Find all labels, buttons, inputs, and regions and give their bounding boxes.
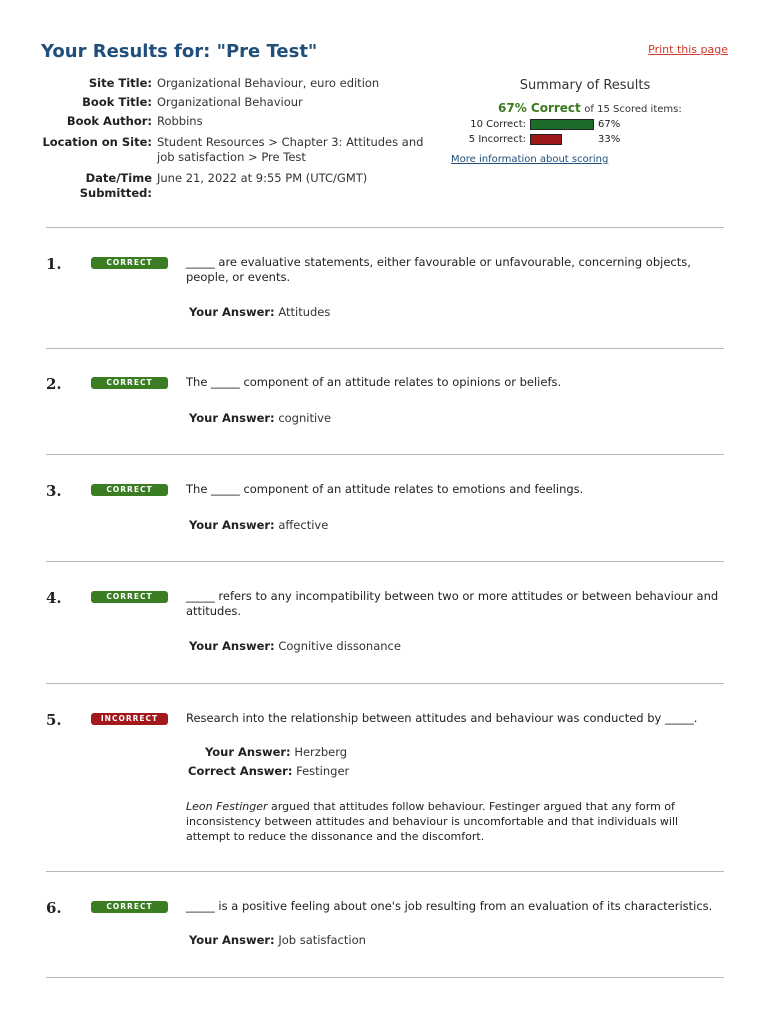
page-title: Your Results for: "Pre Test": [41, 41, 318, 62]
divider: [46, 227, 724, 228]
book-title-row: [40, 95, 427, 110]
question-number: 5.: [46, 711, 62, 729]
feedback-text: argued that attitudes follow behaviour. Festinger argued that any form of inconsistency between attitudes and behaviour is uncomfortable and that individuals will attempt to reduce the dissonance and the discomfort.: [186, 800, 679, 843]
site-title-value: Organizational Behaviour, euro edition: [157, 76, 380, 90]
question-text: _____ refers to any incompatibility between two or more attitudes or between behaviour and attitudes.: [186, 589, 719, 618]
your-answer: [189, 518, 328, 532]
your-answer-label: Your Answer:: [189, 305, 275, 319]
incorrect-badge: INCORRECT: [91, 713, 168, 725]
correct-bar: [530, 119, 594, 130]
scored-items: of 15 Scored items:: [584, 104, 682, 115]
your-answer-value: Job satisfaction: [278, 933, 366, 947]
correct-badge: CORRECT: [91, 901, 168, 913]
book-title-label: Book Title:: [82, 95, 152, 109]
your-answer-label: Your Answer:: [189, 933, 275, 947]
your-answer-label: Your Answer:: [189, 411, 275, 425]
summary-title: Summary of Results: [519, 78, 651, 93]
your-answer: [189, 411, 331, 425]
correct-bar-track: [530, 119, 596, 130]
incorrect-percent: 33%: [598, 134, 621, 145]
your-answer-label: Your Answer:: [189, 639, 275, 653]
your-answer: [189, 639, 401, 653]
your-answer-label: Your Answer:: [205, 745, 291, 759]
divider: [46, 683, 724, 684]
correct-answer: [188, 764, 349, 778]
book-author-value: Robbins: [157, 114, 203, 128]
correct-badge: CORRECT: [91, 377, 168, 389]
question-text: The _____ component of an attitude relates to emotions and feelings.: [186, 482, 584, 496]
divider: [46, 977, 724, 978]
incorrect-bar: [530, 134, 562, 145]
correct-badge: CORRECT: [91, 484, 168, 496]
correct-answer-value: Festinger: [296, 764, 350, 778]
scoring-info-link[interactable]: More information about scoring: [451, 154, 609, 165]
book-title-value: Organizational Behaviour: [157, 95, 303, 109]
correct-bar-row: [440, 117, 740, 132]
your-answer-value: Attitudes: [278, 305, 331, 319]
correct-count-label: 10 Correct:: [470, 119, 526, 130]
feedback-name: Leon Festinger: [186, 800, 268, 813]
your-answer-value: affective: [278, 518, 329, 532]
question-text: Research into the relationship between attitudes and behaviour was conducted by _____.: [186, 711, 698, 725]
book-author-row: [40, 114, 427, 129]
summary-score: [498, 101, 740, 115]
your-answer: [189, 933, 366, 947]
incorrect-bar-track: [530, 134, 596, 145]
your-answer-value: Herzberg: [294, 745, 348, 759]
correct-answer-label: Correct Answer:: [188, 764, 293, 778]
date-label: Date/Time Submitted:: [79, 171, 152, 200]
question-number: 1.: [46, 255, 62, 273]
divider: [46, 348, 724, 349]
location-label: Location on Site:: [42, 135, 152, 149]
question-number: 3.: [46, 482, 62, 500]
question-number: 6.: [46, 899, 62, 917]
score-percent: 67% Correct: [498, 101, 581, 115]
book-author-label: Book Author:: [66, 114, 152, 128]
your-answer: [205, 745, 347, 759]
question-text: _____ are evaluative statements, either favourable or unfavourable, concerning objects, people, or events.: [186, 255, 691, 284]
correct-percent: 67%: [598, 119, 621, 130]
correct-badge: CORRECT: [91, 257, 168, 269]
your-answer-label: Your Answer:: [189, 518, 275, 532]
your-answer: [189, 305, 330, 319]
date-row: [40, 171, 427, 201]
summary-of-results: [440, 78, 740, 166]
question-text: _____ is a positive feeling about one's job resulting from an evaluation of its characteristics.: [186, 899, 713, 913]
question-text: The _____ component of an attitude relates to opinions or beliefs.: [186, 375, 562, 389]
date-value: June 21, 2022 at 9:55 PM (UTC/GMT): [157, 171, 368, 185]
your-answer-value: Cognitive dissonance: [278, 639, 401, 653]
divider: [46, 561, 724, 562]
answer-feedback: [186, 799, 716, 844]
incorrect-count-label: 5 Incorrect:: [468, 134, 526, 145]
question-number: 2.: [46, 375, 62, 393]
site-title-label: Site Title:: [88, 76, 152, 90]
location-value: Student Resources > Chapter 3: Attitudes and job satisfaction > Pre Test: [157, 135, 424, 164]
submission-details: [40, 76, 427, 205]
divider: [46, 454, 724, 455]
site-title-row: [40, 76, 427, 91]
your-answer-value: cognitive: [278, 411, 332, 425]
print-page-link[interactable]: Print this page: [648, 43, 728, 56]
correct-badge: CORRECT: [91, 591, 168, 603]
incorrect-bar-row: [440, 132, 740, 147]
divider: [46, 871, 724, 872]
question-number: 4.: [46, 589, 62, 607]
location-row: [40, 135, 427, 165]
